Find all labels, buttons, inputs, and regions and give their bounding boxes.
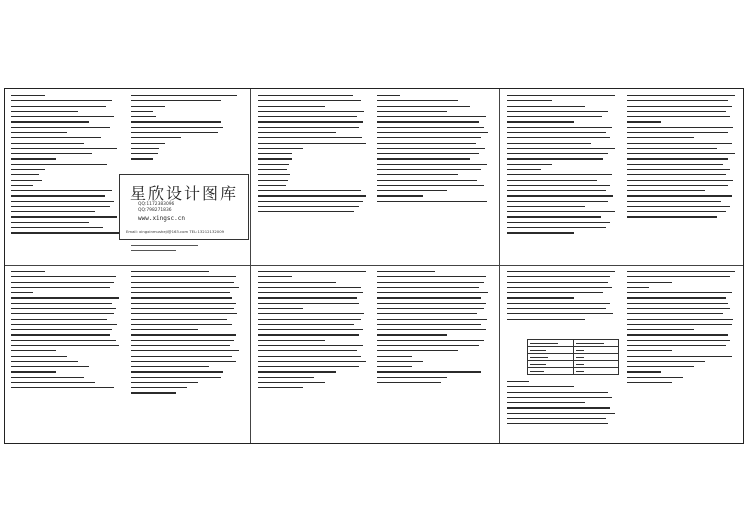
text-column [507,381,619,441]
row-divider [5,265,743,266]
text-column [11,271,123,441]
text-column [11,95,123,261]
text-column [627,95,739,261]
text-column [258,271,370,441]
stamp-title: 星欣设计图库 [129,184,238,203]
text-column [377,271,493,441]
stamp-qq: QQ:1172383096 [138,202,175,207]
panel-divider [250,89,251,443]
stamp-email: Email: xingxinmusheji@163.com TEL:13212132009 [126,229,225,234]
stamp-tel: QQ:798271836 [138,208,172,213]
data-table [527,339,619,375]
text-column [507,271,619,333]
text-column [131,271,243,441]
stamp-url: www.xingsc.cn [138,215,185,222]
text-column [258,95,370,261]
text-column [131,95,243,175]
document-sheet [4,88,744,444]
panel-divider [499,89,500,443]
text-column [377,95,493,261]
text-column [507,95,619,261]
text-column [627,271,739,441]
text-column [131,245,243,263]
watermark-stamp [119,174,249,240]
